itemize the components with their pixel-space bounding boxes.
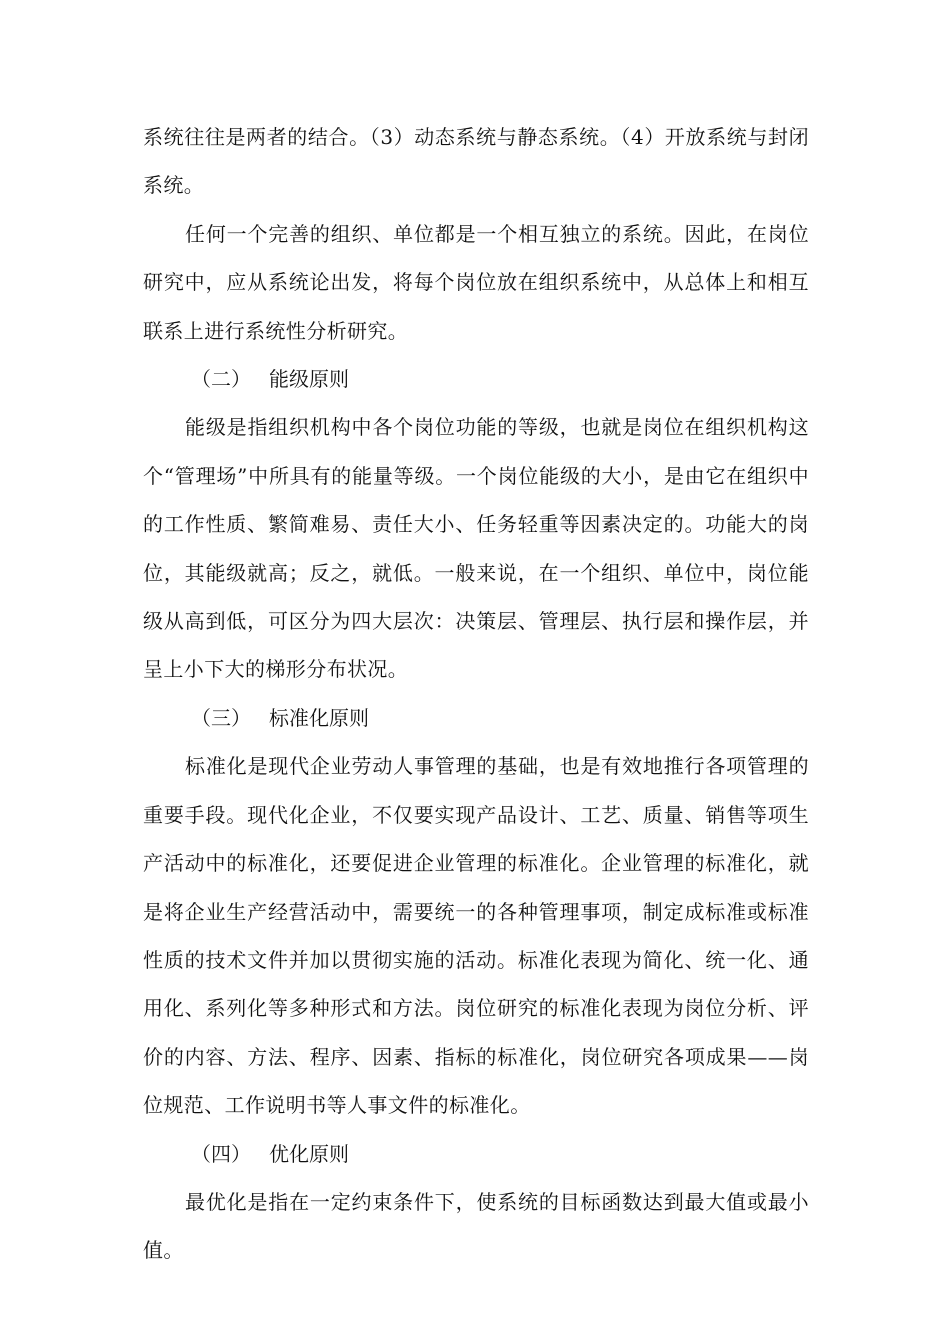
section-title: 能级原则 [269,367,349,392]
paragraph-system-analysis: 任何一个完善的组织、单位都是一个相互独立的系统。因此，在岗位研究中，应从系统论出发，将每个岗位放在组织系统中，从总体上和相互联系上进行系统性分析研究。 [143,221,809,343]
section-heading-energy-level [143,355,809,403]
paragraph-energy-level: 能级是指组织机构中各个岗位功能的等级，也就是岗位在组织机构这个“管理场”中所具有的能量等级。一个岗位能级的大小，是由它在组织中的工作性质、繁简难易、责任大小、任务轻重等因素决定的。功能大的岗位，其能级就高；反之，就低。一般来说，在一个组织、单位中，岗位能级从高到低，可区分为四大层次：决策层、管理层、执行层和操作层，并呈上小下大的梯形分布状况。 [143,415,809,682]
section-number: （二） [191,367,251,392]
paragraph-systems-continued: 系统往往是两者的结合。（3）动态系统与静态系统。（4）开放系统与封闭系统。 [143,125,809,198]
paragraph-optimization: 最优化是指在一定约束条件下，使系统的目标函数达到最大值或最小值。 [143,1189,809,1263]
document-page [143,113,809,1275]
paragraph-standardization: 标准化是现代企业劳动人事管理的基础，也是有效地推行各项管理的重要手段。现代化企业，不仅要实现产品设计、工艺、质量、销售等项生产活动中的标准化，还要促进企业管理的标准化。企业管理的标准化，就是将企业生产经营活动中，需要统一的各种管理事项，制定成标准或标准性质的技术文件并加以贯彻实施的活动。标准化表现为简化、统一化、通用化、系列化等多种形式和方法。岗位研究的标准化表现为岗位分析、评价的内容、方法、程序、因素、指标的标准化，岗位研究各项成果——岗位规范、工作说明书等人事文件的标准化。 [143,754,809,1118]
section-heading-standardization [143,694,809,742]
section-number: （四） [191,1141,251,1166]
section-title: 标准化原则 [269,705,369,730]
section-heading-optimization [143,1130,809,1178]
section-number: （三） [191,705,251,730]
section-title: 优化原则 [269,1141,349,1166]
